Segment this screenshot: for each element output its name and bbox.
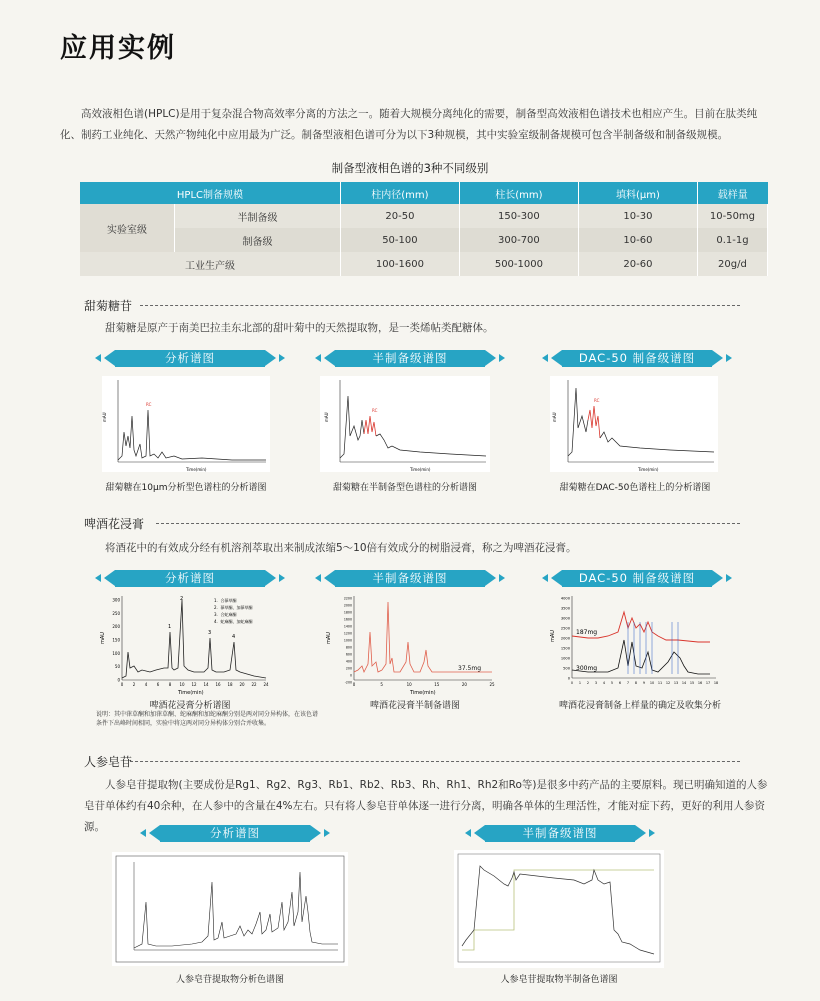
hop-x-tick-label: 2 [132,682,136,687]
prep-y-tick-label: 3000 [560,616,570,621]
svg-text:mAU: mAU [552,412,557,422]
banner-semi-prep: 半制备级谱图 [485,825,635,842]
semi-x-tick-label: 25 [489,682,495,687]
hop-semiprep-chromatogram [320,592,500,696]
semi-y-tick-label: 800 [345,645,352,650]
stevia-analysis-chromatogram [102,376,270,472]
semi-x-tick-label: 10 [406,682,412,687]
prep-x-tick-label: 5 [610,681,614,685]
scale-table [80,182,768,276]
hop-x-tick-label: 16 [215,682,221,687]
semi-y-tick-label: 0 [349,673,352,678]
caption-ginseng-semiprep: 人参皂苷提取物半制备色谱图 [500,975,618,985]
length-cell: 300-700 [459,228,578,252]
prep-y-tick-label: 1000 [560,656,570,661]
hop-y-tick-label: 150 [112,637,120,643]
section-heading-hop: 啤酒花浸膏 [84,517,145,531]
caption-hop-analysis: 啤酒花浸膏分析谱图 [149,701,231,711]
svg-text:Time(min): Time(min) [410,467,431,472]
svg-text:mAU: mAU [326,632,332,644]
hop-note: 说明：其中葎草酮和加葎草酮、蛇麻酮和加蛇麻酮分别是两对同分异构体，在该色谱条件下出峰时间相同，实验中将这两对同分异构体分别合并收集。 [96,711,319,727]
semi-y-tick-label: 1800 [343,610,352,615]
prep-x-tick-label: 2 [586,681,590,685]
load-cell: 0.1-1g [697,228,767,252]
banner-analysis: 分析谱图 [115,350,265,367]
svg-text:2: 2 [180,596,184,602]
section-heading-ginseng: 人参皂苷 [84,755,133,769]
svg-text:Time(min): Time(min) [638,467,659,472]
scale-cell: 制备级 [175,228,341,252]
caption-hop-prep: 啤酒花浸膏制备上样量的确定及收集分析 [558,701,721,711]
svg-text:mAU: mAU [102,412,107,422]
svg-text:3: 3 [208,630,212,636]
hop-prep-chromatogram [548,592,720,696]
prep-x-tick-label: 1 [578,681,582,685]
semi-y-tick-label: 1400 [343,624,352,629]
hop-x-tick-label: 20 [239,682,245,687]
prep-y-tick-label: 500 [563,666,570,671]
load-cell: 10-50mg [697,204,767,228]
semi-x-tick-label: 5 [380,682,383,687]
caption-ginseng-analysis: 人参皂苷提取物分析色谱图 [175,975,284,985]
header-scale: HPLC制备规模 [80,182,340,204]
hop-y-tick-label: 0 [117,677,120,683]
banner-analysis: 分析谱图 [160,825,310,842]
prep-y-tick-label: 3500 [560,606,570,611]
svg-text:187mg: 187mg [576,629,598,636]
stevia-dac50-chromatogram [550,376,718,472]
section-heading-stevia: 甜菊糖苷 [84,299,133,313]
banner-semi-prep: 半制备级谱图 [335,570,485,587]
svg-text:mAU: mAU [550,630,556,642]
prep-x-tick-label: 6 [618,681,622,685]
banner-analysis: 分析谱图 [115,570,265,587]
diameter-cell: 50-100 [340,228,459,252]
hop-y-tick-label: 250 [112,610,120,616]
prep-x-tick-label: 13 [673,681,679,685]
semi-y-tick-label: 1200 [343,631,352,636]
semi-y-tick-label: -200 [344,680,352,685]
prep-x-tick-label: 7 [626,681,630,685]
svg-text:2．葎草酮、加葎草酮: 2．葎草酮、加葎草酮 [214,605,253,610]
hop-x-tick-label: 18 [227,682,233,687]
hop-x-tick-label: 8 [168,682,172,687]
prep-x-tick-label: 9 [642,681,646,685]
length-cell: 500-1000 [459,252,578,276]
prep-x-tick-label: 10 [649,681,655,685]
semi-y-tick-label: 600 [345,652,352,657]
diameter-cell: 100-1600 [340,252,459,276]
prep-x-tick-label: 0 [570,681,574,685]
prep-x-tick-label: 3 [594,681,598,685]
section-text-ginseng: 人参皂苷提取物(主要成份是Rg1、Rg2、Rg3、Rb1、Rb2、Rb3、Rh、Rh1、Rh2和Ro等)是很多中药产品的主要原料。现已明确知道的人参皂苷单体约有40余种，在人参中的含量在4%左右。只有将人参皂苷单体逐一进行分离，明确各单体的生理活性，才能对症下药，更好的利用人参资源。 [84,779,768,833]
load-cell: 20g/d [697,252,767,276]
length-cell: 150-300 [459,204,578,228]
svg-text:mAU: mAU [324,412,329,422]
svg-text:1: 1 [168,624,172,630]
header-length: 柱长(mm) [459,182,578,204]
semi-y-tick-label: 2200 [343,596,352,601]
prep-x-tick-label: 17 [705,681,711,685]
hop-x-tick-label: 14 [203,682,209,687]
prep-x-tick-label: 14 [681,681,687,685]
header-packing: 填料(μm) [578,182,697,204]
hop-analysis-chromatogram [94,592,274,696]
hop-x-tick-label: 10 [179,682,185,687]
svg-text:RC: RC [594,398,600,403]
hop-x-tick-label: 6 [156,682,160,687]
section-divider [130,761,740,762]
diameter-cell: 20-50 [340,204,459,228]
table-row [80,204,768,228]
semi-x-tick-label: 20 [461,682,467,687]
hop-x-tick-label: 24 [263,682,269,687]
hop-x-tick-label: 0 [120,682,124,687]
svg-text:Time(min): Time(min) [186,467,207,472]
hop-x-tick-label: 22 [251,682,257,687]
svg-text:4．蛇麻酮、加蛇麻酮: 4．蛇麻酮、加蛇麻酮 [214,619,253,624]
svg-text:Time(min): Time(min) [410,690,436,696]
prep-x-tick-label: 15 [689,681,695,685]
caption-hop-semiprep: 啤酒花浸膏半制备谱图 [369,701,460,711]
page-title: 应用实例 [60,33,176,64]
intro-paragraph: 高效液相色谱(HPLC)是用于复杂混合物高效率分离的方法之一。随着大规模分离纯化的需要，制备型高效液相色谱技术也相应产生。目前在肽类纯化、制药工业纯化、天然产物纯化中应用最为广泛。制备型液相色谱可分为以下3种规模，其中实验室级制备规模可包含半制备级和制备级规模。 [60,108,758,141]
table-header-row [80,182,768,204]
svg-text:37.5mg: 37.5mg [458,665,482,672]
prep-x-tick-label: 11 [657,681,663,685]
caption-stevia-analysis: 甜菊糖在10μm分析型色谱柱的分析谱图 [105,483,267,493]
ginseng-semiprep-chromatogram [454,850,664,968]
semi-y-tick-label: 200 [345,666,352,671]
section-divider [140,305,740,306]
banner-dac50: DAC-50 制备级谱图 [562,350,712,367]
section-text-stevia: 甜菊糖是原产于南美巴拉圭东北部的甜叶菊中的天然提取物，是一类烯帖类配糖体。 [105,322,494,334]
prep-y-tick-label: 1500 [560,646,570,651]
svg-text:1．合葎草酮: 1．合葎草酮 [214,598,237,603]
header-diameter: 柱内径(mm) [340,182,459,204]
svg-text:4: 4 [232,634,236,640]
packing-cell: 10-60 [578,228,697,252]
scale-cell: 工业生产级 [80,252,340,276]
prep-x-tick-label: 16 [697,681,703,685]
scale-cell: 半制备级 [175,204,341,228]
svg-text:RC: RC [372,408,378,413]
semi-y-tick-label: 400 [345,659,352,664]
prep-y-tick-label: 0 [567,676,570,681]
prep-y-tick-label: 2000 [560,636,570,641]
banner-dac50: DAC-50 制备级谱图 [562,570,712,587]
header-load: 载样量 [697,182,767,204]
semi-x-tick-label: 15 [434,682,440,687]
prep-y-tick-label: 2500 [560,626,570,631]
hop-y-tick-label: 300 [112,597,120,603]
hop-y-tick-label: 200 [112,624,120,630]
svg-text:300mg: 300mg [576,665,598,672]
table-row [80,228,768,252]
hop-x-tick-label: 4 [144,682,148,687]
section-divider [156,523,740,524]
svg-text:RC: RC [146,402,152,407]
caption-stevia-dac50: 甜菊糖在DAC-50色谱柱上的分析谱图 [559,483,711,493]
banner-semi-prep: 半制备级谱图 [335,350,485,367]
prep-x-tick-label: 4 [602,681,606,685]
semi-x-tick-label: 0 [352,682,356,687]
ginseng-analysis-chromatogram [112,852,348,966]
group-lab-cell: 实验室级 [80,204,175,252]
stevia-semiprep-chromatogram [320,376,490,472]
svg-text:Time(min): Time(min) [178,690,204,696]
prep-x-tick-label: 18 [713,681,719,685]
hop-y-tick-label: 100 [112,650,120,656]
prep-x-tick-label: 8 [634,681,638,685]
hop-x-tick-label: 12 [191,682,197,687]
hop-y-tick-label: 50 [114,664,120,670]
semi-y-tick-label: 2000 [343,603,352,608]
prep-x-tick-label: 12 [665,681,671,685]
table-row [80,252,768,276]
svg-text:3．合蛇麻酮: 3．合蛇麻酮 [214,612,237,617]
caption-stevia-semiprep: 甜菊糖在半制备型色谱柱的分析谱图 [332,483,477,493]
table-caption: 制备型液相色谱的3种不同级别 [331,161,489,175]
packing-cell: 10-30 [578,204,697,228]
section-text-hop: 将酒花中的有效成分经有机溶剂萃取出来制成浓缩5～10倍有效成分的树脂浸膏，称之为啤酒花浸膏。 [105,542,577,554]
semi-y-tick-label: 1000 [343,638,352,643]
semi-y-tick-label: 1600 [343,617,352,622]
packing-cell: 20-60 [578,252,697,276]
svg-text:mAU: mAU [100,632,106,644]
prep-y-tick-label: 4000 [560,596,570,601]
